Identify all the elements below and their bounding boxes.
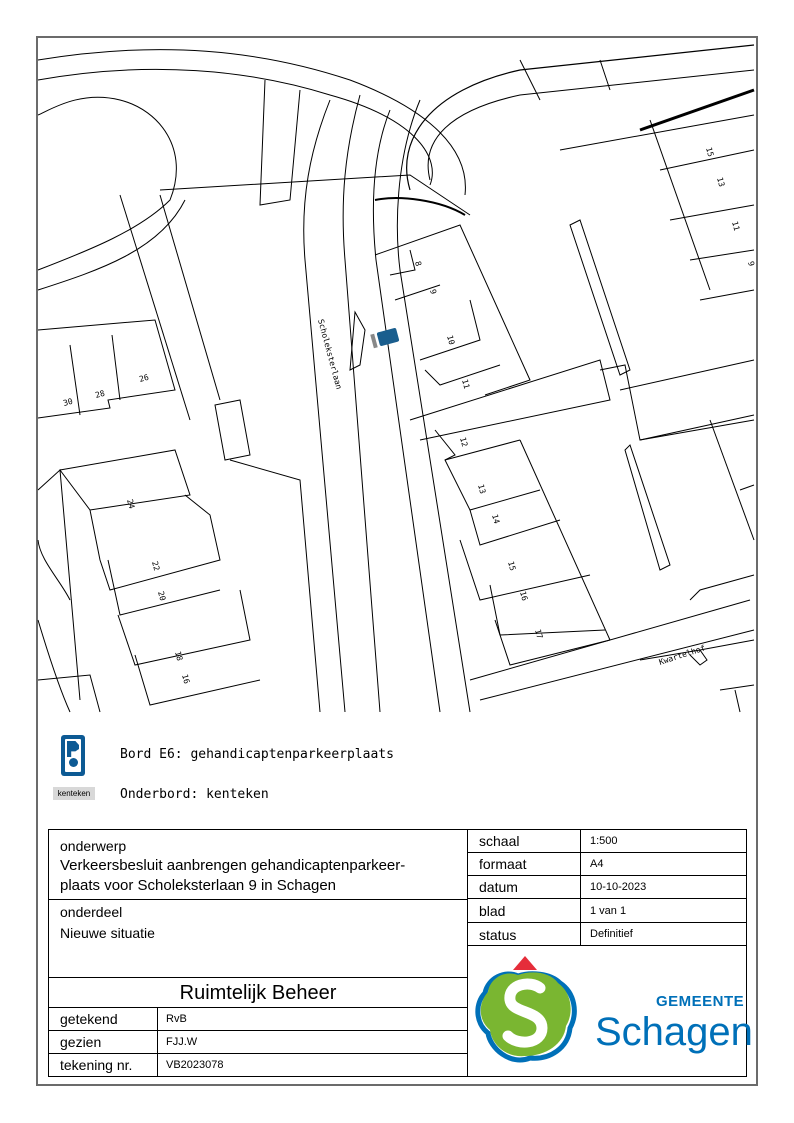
house-number: 18 (173, 650, 185, 662)
house-number: 13 (476, 483, 488, 495)
house-number: 11 (460, 378, 472, 390)
house-number: 20 (156, 590, 168, 602)
table-divider (580, 829, 581, 946)
house-number: 10 (445, 334, 457, 346)
parking-sign-marker (370, 328, 399, 349)
house-number: 15 (704, 146, 716, 158)
table-cell-border (48, 1030, 468, 1054)
house-number: 11 (730, 220, 742, 232)
status-label: status (479, 927, 517, 943)
legend-parking-sign-icon (61, 735, 85, 776)
formaat-value: A4 (590, 858, 604, 870)
house-number: 26 (138, 372, 150, 384)
house-number: 13 (715, 176, 727, 188)
onderwerp-label: onderwerp (60, 838, 127, 854)
house-number: 14 (490, 513, 502, 525)
onderdeel-value: Nieuwe situatie (60, 925, 155, 941)
house-number: 8 (413, 260, 424, 268)
house-number: 16 (180, 673, 192, 685)
blad-label: blad (479, 903, 506, 919)
table-divider (467, 945, 747, 946)
house-number: 22 (150, 560, 162, 572)
situation-map (38, 38, 757, 712)
kenteken-plate-icon: kenteken (53, 787, 95, 800)
formaat-label: formaat (479, 856, 527, 872)
datum-label: datum (479, 879, 518, 895)
blad-value: 1 van 1 (590, 905, 627, 917)
street-label: Scholeksterlaan (316, 318, 344, 391)
status-value: Definitief (590, 928, 633, 940)
department: Ruimtelijk Beheer (179, 982, 337, 1004)
onderwerp-value: plaats voor Scholeksterlaan 9 in Schagen (60, 877, 337, 894)
gezien-value: FJJ.W (166, 1036, 198, 1048)
datum-value: 10-10-2023 (590, 881, 647, 893)
house-number: 30 (62, 396, 74, 408)
gezien-label: gezien (60, 1034, 102, 1050)
logo-text-gemeente: GEMEENTE (656, 993, 745, 1010)
schaal-label: schaal (479, 833, 520, 849)
street-label: Kwartelhof (657, 643, 707, 667)
house-number: 16 (518, 590, 530, 602)
tekening-label: tekening nr. (60, 1057, 133, 1073)
house-number: 24 (125, 498, 137, 510)
house-number: 9 (428, 288, 439, 296)
legend-text: Onderbord: kenteken (120, 787, 269, 802)
onderwerp-value: Verkeersbesluit aanbrengen gehandicaptenparkeer- (60, 857, 406, 874)
onderdeel-label: onderdeel (60, 904, 123, 920)
tekening-value: VB2023078 (166, 1059, 224, 1071)
getekend-value: RvB (166, 1013, 187, 1025)
house-number: 15 (506, 560, 518, 572)
house-number: 17 (533, 628, 545, 640)
legend-text: Bord E6: gehandicaptenparkeerplaats (120, 747, 394, 762)
house-number: 9 (746, 260, 757, 268)
logo-text-schagen: Schagen (595, 1010, 753, 1054)
gemeente-schagen-logo (470, 948, 590, 1073)
house-number: 12 (458, 436, 470, 448)
getekend-label: getekend (60, 1011, 118, 1027)
table-divider (157, 1007, 158, 1077)
house-number: 28 (94, 388, 106, 400)
schaal-value: 1:500 (590, 835, 618, 847)
